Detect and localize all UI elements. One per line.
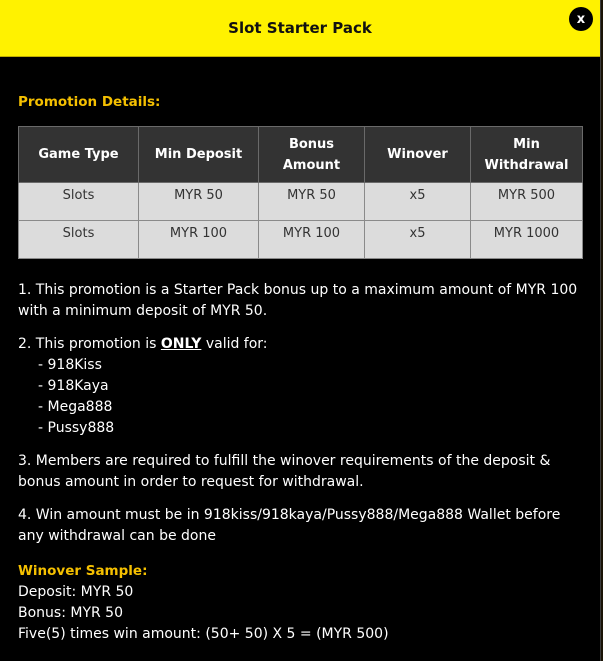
table-header-row bbox=[19, 127, 583, 183]
eligible-games-list bbox=[18, 355, 582, 439]
col-header-winover: Winover bbox=[365, 127, 471, 183]
modal-content bbox=[0, 92, 600, 645]
promotion-table bbox=[18, 126, 583, 259]
table-cell: MYR 100 bbox=[139, 221, 259, 259]
term-2-prefix: 2. This promotion is bbox=[18, 336, 161, 352]
table-row bbox=[19, 221, 583, 259]
table-cell: x5 bbox=[365, 221, 471, 259]
sample-deposit: Deposit: MYR 50 bbox=[18, 584, 134, 600]
table-cell: Slots bbox=[19, 183, 139, 221]
col-header-min-withdrawal: Min Withdrawal bbox=[471, 127, 583, 183]
list-item: - 918Kaya bbox=[38, 378, 109, 394]
sample-calculation: Five(5) times win amount: (50+ 50) X 5 = (MYR 500) bbox=[18, 626, 389, 642]
term-2 bbox=[18, 334, 582, 439]
table-cell: MYR 100 bbox=[259, 221, 365, 259]
promotion-details-heading: Promotion Details: bbox=[18, 94, 161, 110]
modal-header bbox=[0, 0, 600, 57]
table-row bbox=[19, 183, 583, 221]
close-icon: x bbox=[576, 11, 586, 27]
term-3: 3. Members are required to fulfill the winover requirements of the deposit & bonus amount in order to request for withdrawal. bbox=[18, 453, 551, 490]
list-item: - Mega888 bbox=[38, 399, 113, 415]
close-button[interactable] bbox=[569, 7, 593, 31]
term-2-highlight: ONLY bbox=[160, 336, 202, 352]
term-1: 1. This promotion is a Starter Pack bonus up to a maximum amount of MYR 100 with a minimum deposit of MYR 50. bbox=[18, 282, 578, 319]
table-cell: MYR 50 bbox=[259, 183, 365, 221]
list-item: - Pussy888 bbox=[38, 420, 115, 436]
col-header-min-deposit: Min Deposit bbox=[139, 127, 259, 183]
term-4: 4. Win amount must be in 918kiss/918kaya/Pussy888/Mega888 Wallet before any withdrawal can be done bbox=[18, 507, 561, 544]
table-cell: MYR 50 bbox=[139, 183, 259, 221]
table-cell: x5 bbox=[365, 183, 471, 221]
winover-sample-heading: Winover Sample: bbox=[18, 563, 148, 579]
col-header-game-type: Game Type bbox=[19, 127, 139, 183]
term-2-suffix: valid for: bbox=[201, 336, 268, 352]
table-cell: MYR 500 bbox=[471, 183, 583, 221]
table-cell: MYR 1000 bbox=[471, 221, 583, 259]
list-item: - 918Kiss bbox=[38, 357, 102, 373]
sample-bonus: Bonus: MYR 50 bbox=[18, 605, 123, 621]
table-cell: Slots bbox=[19, 221, 139, 259]
col-header-bonus-amount: Bonus Amount bbox=[259, 127, 365, 183]
modal-title: Slot Starter Pack bbox=[228, 19, 372, 37]
